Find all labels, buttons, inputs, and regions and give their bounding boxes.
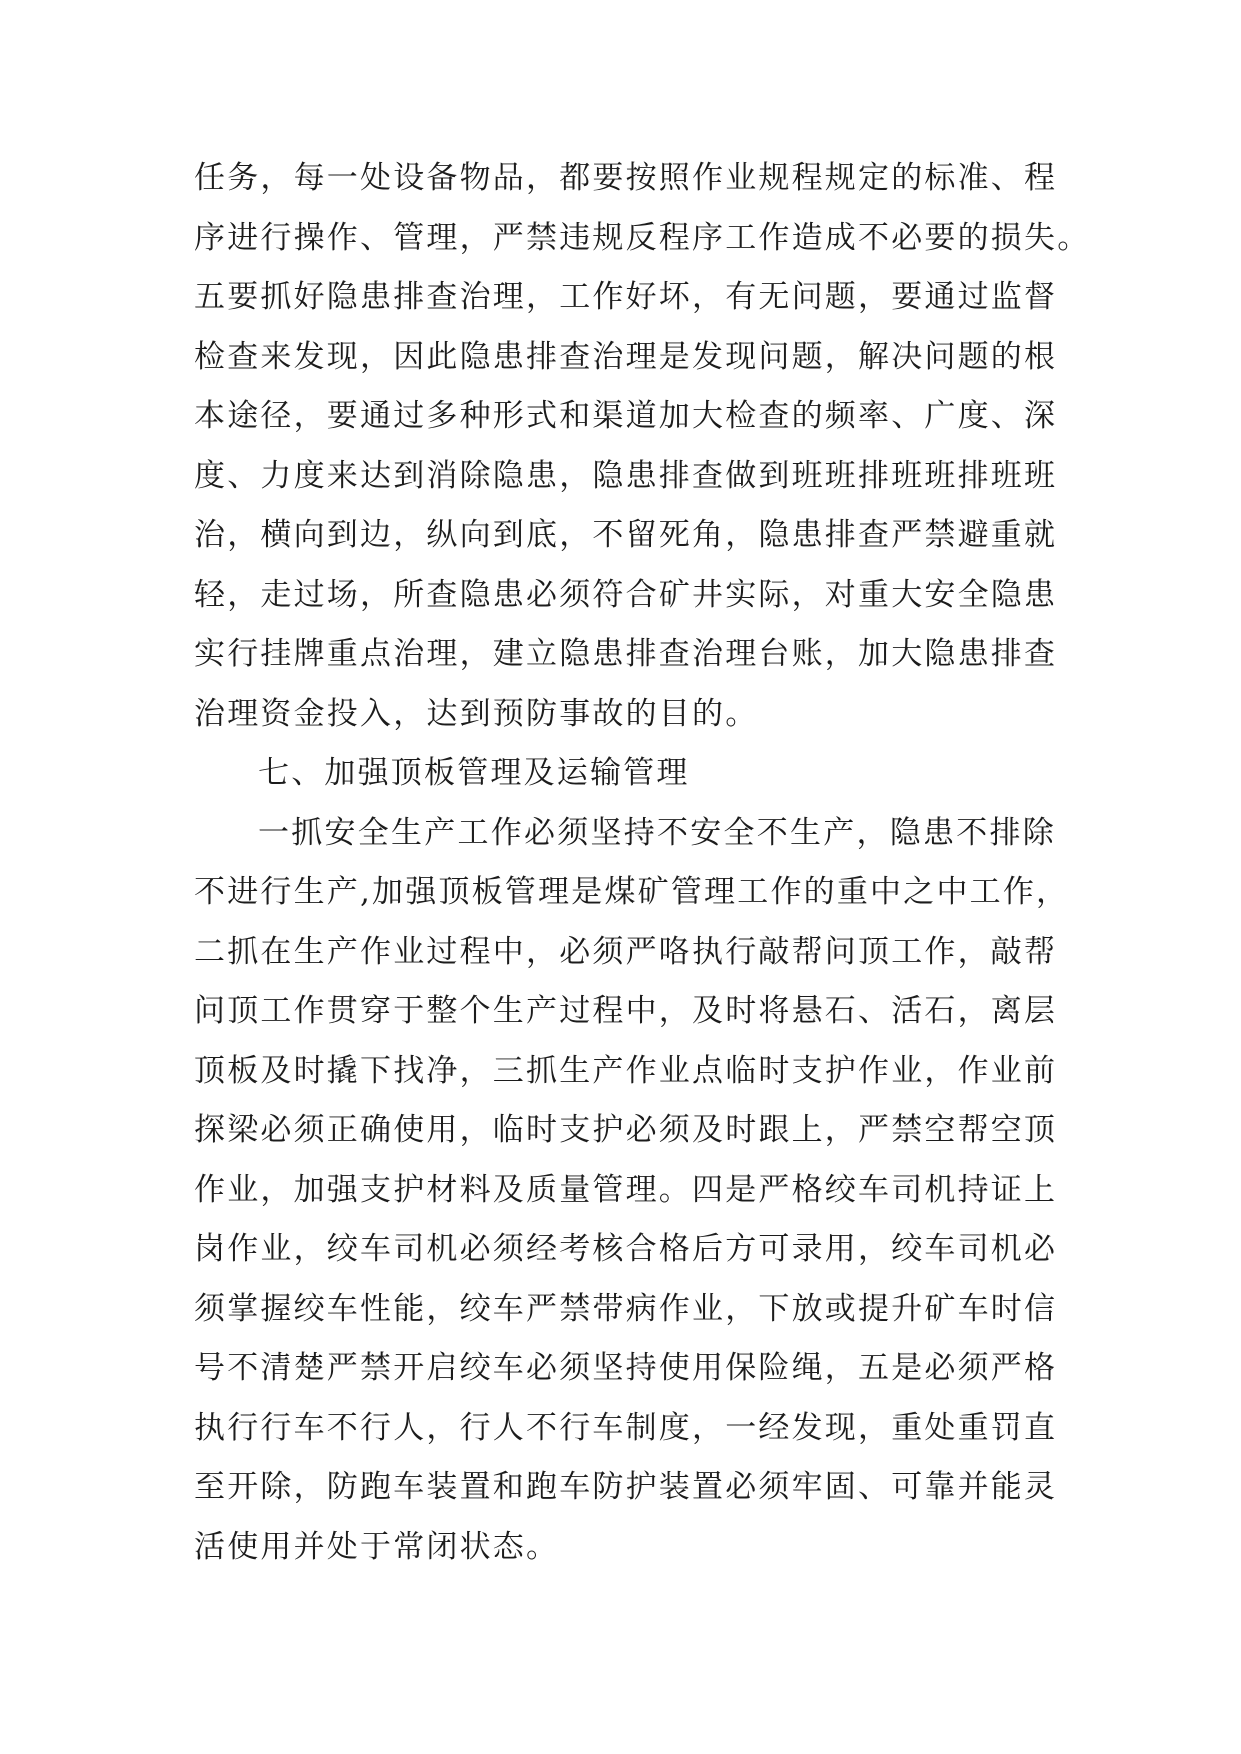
text-line: 二抓在生产作业过程中，必须严咯执行敲帮问顶工作，敲帮 (194, 933, 1058, 970)
text-line: 度、力度来达到消除隐患，隐患排查做到班班排班班排班班 (194, 457, 1058, 494)
text-line: 号不清楚严禁开启绞车必须坚持使用保险绳，五是必须严格 (194, 1350, 1058, 1386)
text-line: 不进行生产,加强顶板管理是煤矿管理工作的重中之中工作， (194, 874, 1070, 910)
text-line: 实行挂牌重点治理，建立隐患排查治理台账，加大隐患排查 (194, 636, 1058, 672)
text-line: 任务，每一处设备物品，都要按照作业规程规定的标准、程 (194, 160, 1058, 196)
text-line: 执行行车不行人，行人不行车制度，一经发现，重处重罚直 (194, 1409, 1058, 1446)
text-line: 须掌握绞车性能，绞车严禁带病作业，下放或提升矿车时信 (194, 1290, 1058, 1327)
text-line: 一抓安全生产工作必须坚持不安全不生产，隐患不排除 (258, 814, 1056, 851)
text-line: 至开除，防跑车装置和跑车防护装置必须牢固、可靠并能灵 (194, 1469, 1058, 1505)
text-line: 岗作业，绞车司机必须经考核合格后方可录用，绞车司机必 (194, 1231, 1058, 1267)
text-line: 序进行操作、管理，严禁违规反程序工作造成不必要的损失。 (194, 219, 1091, 256)
text-line: 本途径，要通过多种形式和渠道加大检查的频率、广度、深 (194, 398, 1058, 434)
text-line: 探梁必须正确使用，临时支护必须及时跟上，严禁空帮空顶 (194, 1112, 1058, 1148)
section-heading: 七、加强顶板管理及运输管理 (258, 755, 690, 791)
text-line: 治理资金投入，达到预防事故的目的。 (194, 695, 759, 732)
text-line: 治，横向到边，纵向到底，不留死角，隐患排查严禁避重就 (194, 517, 1058, 553)
text-line: 作业，加强支护材料及质量管理。四是严格绞车司机持证上 (194, 1171, 1058, 1208)
text-line: 检查来发现，因此隐患排查治理是发现问题，解决问题的根 (194, 338, 1058, 375)
document-body (194, 158, 1091, 1586)
text-line: 顶板及时撬下找净，三抓生产作业点临时支护作业，作业前 (194, 1052, 1058, 1089)
text-line: 五要抓好隐患排查治理，工作好坏，有无问题，要通过监督 (194, 279, 1058, 315)
text-line: 轻，走过场，所查隐患必须符合矿井实际，对重大安全隐患 (194, 576, 1058, 613)
text-line: 问顶工作贯穿于整个生产过程中，及时将悬石、活石，离层 (194, 993, 1058, 1029)
text-line: 活使用并处于常闭状态。 (194, 1528, 560, 1565)
